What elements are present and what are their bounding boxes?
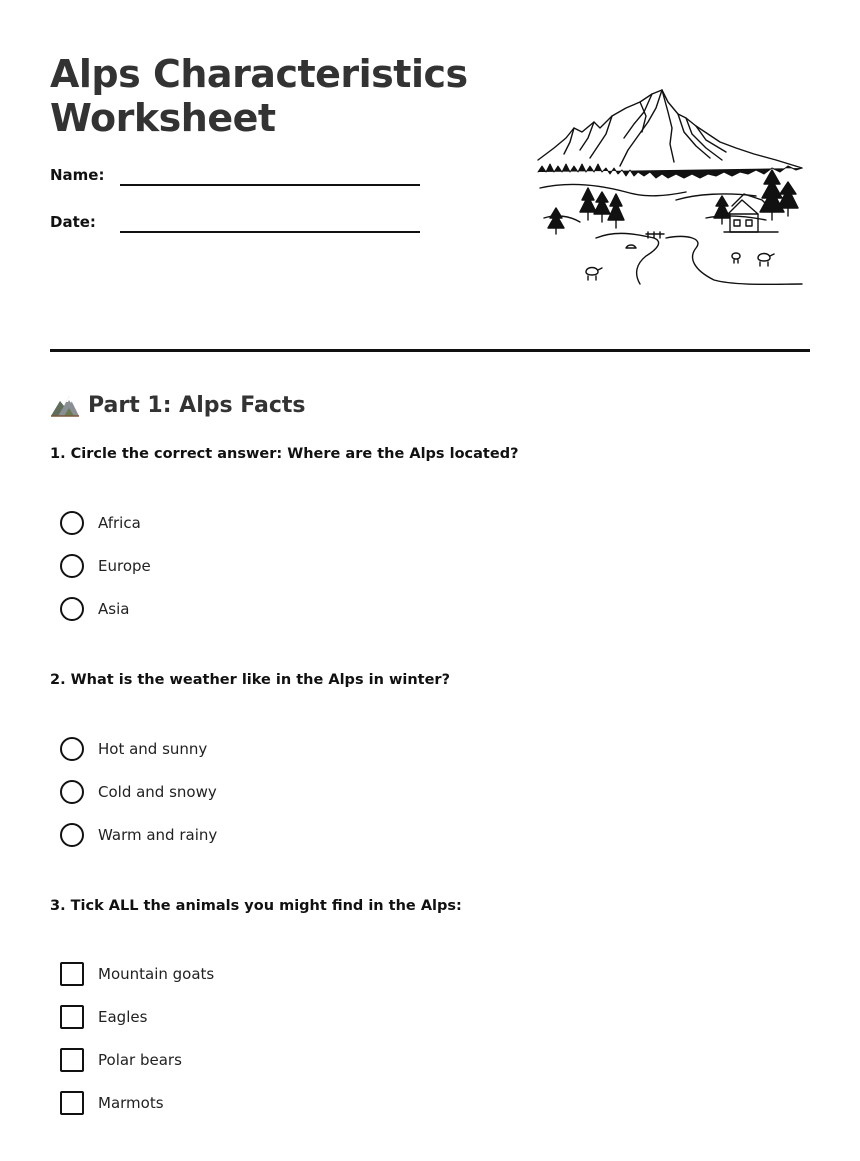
q3-option-polar-bears[interactable] [60, 1047, 182, 1073]
q2-option-hot-sunny[interactable] [60, 736, 207, 762]
option-label: Marmots [98, 1094, 164, 1112]
question-2: 2. What is the weather like in the Alps in winter? [50, 672, 450, 688]
q3-option-mountain-goats[interactable] [60, 961, 214, 987]
section-divider [50, 349, 810, 352]
part1-header [50, 390, 305, 420]
date-field[interactable] [50, 213, 420, 243]
checkbox[interactable] [60, 962, 84, 986]
option-label: Africa [98, 514, 141, 532]
alps-landscape-illustration [536, 88, 806, 288]
option-label: Cold and snowy [98, 783, 217, 801]
option-label: Eagles [98, 1008, 148, 1026]
radio-circle[interactable] [60, 597, 84, 621]
radio-circle[interactable] [60, 823, 84, 847]
checkbox[interactable] [60, 1005, 84, 1029]
q2-option-cold-snowy[interactable] [60, 779, 217, 805]
question-3: 3. Tick ALL the animals you might find in the Alps: [50, 898, 462, 914]
option-label: Europe [98, 557, 151, 575]
radio-circle[interactable] [60, 511, 84, 535]
name-label: Name: [50, 166, 105, 184]
option-label: Warm and rainy [98, 826, 218, 844]
option-label: Mountain goats [98, 965, 215, 983]
radio-circle[interactable] [60, 554, 84, 578]
name-input-line[interactable] [120, 184, 420, 186]
checkbox[interactable] [60, 1048, 84, 1072]
name-field[interactable] [50, 166, 420, 196]
q2-option-warm-rainy[interactable] [60, 822, 217, 848]
date-input-line[interactable] [120, 231, 420, 233]
worksheet-title: Alps Characteristics Worksheet [50, 52, 468, 140]
checkbox[interactable] [60, 1091, 84, 1115]
q1-option-asia[interactable] [60, 596, 129, 622]
radio-circle[interactable] [60, 780, 84, 804]
question-1: 1. Circle the correct answer: Where are the Alps located? [50, 446, 519, 462]
option-label: Asia [98, 600, 130, 618]
radio-circle[interactable] [60, 737, 84, 761]
part1-title: Part 1: Alps Facts [88, 392, 306, 418]
date-label: Date: [50, 213, 96, 231]
mountain-icon [50, 392, 80, 418]
option-label: Polar bears [98, 1051, 182, 1069]
q1-option-africa[interactable] [60, 510, 141, 536]
q1-option-europe[interactable] [60, 553, 151, 579]
q3-option-marmots[interactable] [60, 1090, 164, 1116]
option-label: Hot and sunny [98, 740, 208, 758]
q3-option-eagles[interactable] [60, 1004, 147, 1030]
worksheet-page [50, 0, 810, 1161]
